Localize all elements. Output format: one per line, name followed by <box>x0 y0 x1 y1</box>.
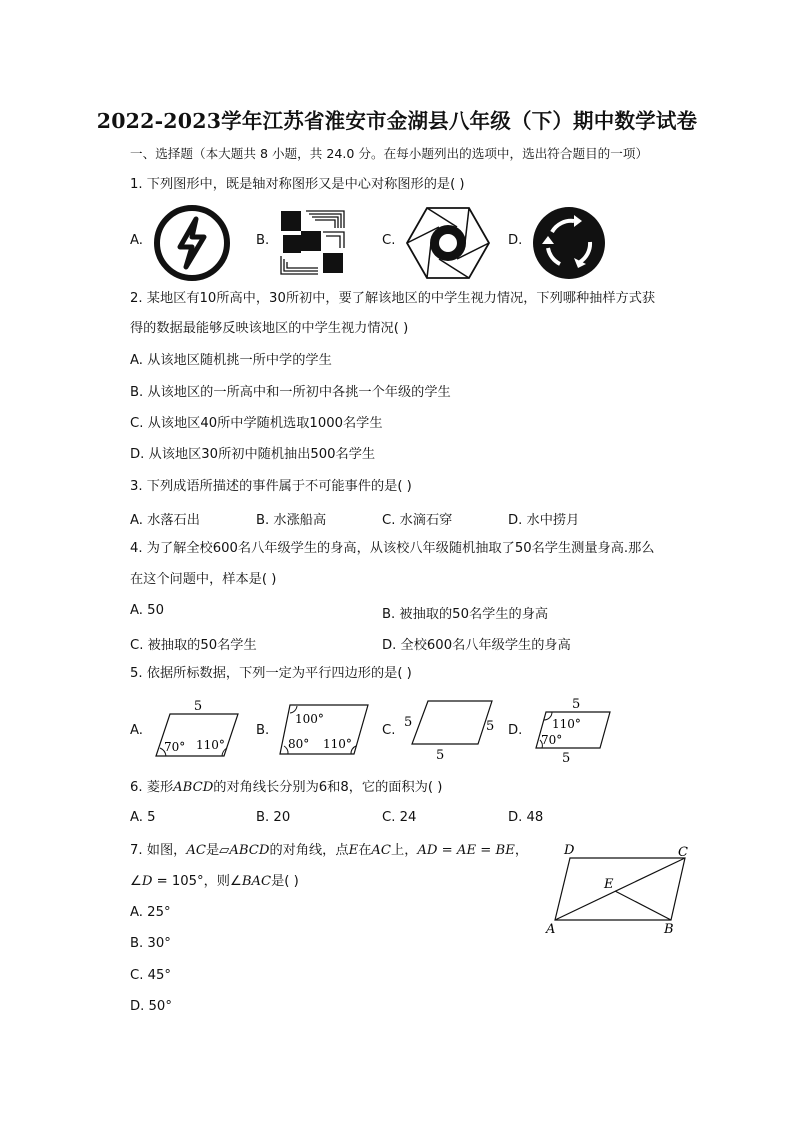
q5-stem: 5. 依据所标数据，下列一定为平行四边形的是( ) <box>130 666 412 681</box>
q1-label-c: C. <box>382 233 396 248</box>
q7-option-a: A. 25° <box>130 905 171 920</box>
q6-stem-post: 的对角线长分别为6和8，它的面积为( ) <box>213 780 443 795</box>
q1-stem: 1. 下列图形中，既是轴对称图形又是中心对称图形的是( ) <box>130 177 465 192</box>
q7-stem-end: 是( ) <box>271 874 299 889</box>
q5a-top-length: 5 <box>193 699 203 714</box>
q7-var-ac: AC <box>186 843 206 858</box>
q5-figure-c <box>402 696 498 762</box>
q5d-left-angle: 70° <box>541 733 563 747</box>
q7-point-d: D <box>564 843 575 858</box>
q5-label-d: D. <box>508 723 523 738</box>
q4-stem-line1: 4. 为了解全校600名八年级学生的身高，从该校八年级随机抽取了50名学生测量身高.那么 <box>130 541 655 556</box>
q1-label-a: A. <box>130 233 143 248</box>
q5b-left-angle: 80° <box>288 737 310 751</box>
q3-option-b: B. 水涨船高 <box>256 513 327 528</box>
q7-text-2: 是▱ <box>205 843 230 858</box>
q6-option-a: A. 5 <box>130 810 156 825</box>
q5b-right-angle: 110° <box>323 737 352 751</box>
q3-option-a: A. 水落石出 <box>130 513 200 528</box>
q7-var-e: E <box>348 843 359 858</box>
q7-var-bac: BAC <box>241 874 272 889</box>
q2-stem-line2: 得的数据最能够反映该地区的中学生视力情况( ) <box>130 321 409 336</box>
q2-option-a: A. 从该地区随机挑一所中学的学生 <box>130 353 332 368</box>
q7-equation: AD = AE = BE <box>417 843 515 858</box>
q1-figure-a <box>152 203 232 283</box>
q5-figure-b <box>276 700 372 758</box>
q6-option-b: B. 20 <box>256 810 291 825</box>
q7-var-d: D <box>141 874 153 889</box>
q5d-top-angle: 110° <box>552 717 581 731</box>
q5-figure-d <box>530 696 614 764</box>
q7-point-b: B <box>664 922 674 937</box>
q7-text-1: 7. 如图， <box>130 843 187 858</box>
section-heading: 一、选择题（本大题共 8 小题，共 24.0 分。在每小题列出的选项中，选出符合题目的一项） <box>130 146 649 161</box>
q5-label-a: A. <box>130 723 143 738</box>
q2-option-b: B. 从该地区的一所高中和一所初中各挑一个年级的学生 <box>130 385 451 400</box>
q7-stem-line2 <box>130 873 299 891</box>
q2-option-d: D. 从该地区30所初中随机抽出500名学生 <box>130 447 376 462</box>
q7-var-ac-2: AC <box>371 843 392 858</box>
q7-point-e: E <box>604 877 614 892</box>
q3-option-c: C. 水滴石穿 <box>382 513 453 528</box>
q7-angle-value: = 105°，则∠ <box>152 874 242 889</box>
q5c-bottom-length: 5 <box>436 748 445 762</box>
q5c-left-length: 5 <box>404 715 413 730</box>
q7-figure <box>540 840 700 940</box>
q5-label-b: B. <box>256 723 270 738</box>
q3-stem: 3. 下列成语所描述的事件属于不可能事件的是( ) <box>130 479 412 494</box>
q3-option-d: D. 水中捞月 <box>508 513 580 528</box>
q1-label-d: D. <box>508 233 523 248</box>
q1-figure-d <box>532 206 606 280</box>
q5-label-c: C. <box>382 723 396 738</box>
q7-angle-sign: ∠ <box>130 874 142 889</box>
q7-option-c: C. 45° <box>130 968 171 983</box>
q5-figure-a <box>150 696 242 762</box>
q7-option-d: D. 50° <box>130 999 172 1014</box>
q4-option-b: B. 被抽取的50名学生的身高 <box>382 607 549 622</box>
q7-text-5: 上， <box>391 843 418 858</box>
q6-stem <box>130 779 442 797</box>
q2-stem-line1: 2. 某地区有10所高中，30所初中，要了解该地区的中学生视力情况，下列哪种抽样方式获 <box>130 291 656 306</box>
q5b-top-angle: 100° <box>295 712 324 726</box>
q7-point-c: C <box>678 845 688 860</box>
q4-option-d: D. 全校600名八年级学生的身高 <box>382 638 571 653</box>
q7-stem-line1 <box>130 842 528 860</box>
q4-option-c: C. 被抽取的50名学生 <box>130 638 257 653</box>
q2-option-c: C. 从该地区40所中学随机选取1000名学生 <box>130 416 383 431</box>
q6-option-d: D. 48 <box>508 810 544 825</box>
q5c-right-length: 5 <box>486 719 495 734</box>
q5d-bottom-length: 5 <box>562 751 571 764</box>
q4-stem-line2: 在这个问题中，样本是( ) <box>130 572 277 587</box>
page-title: 2022-2023学年江苏省淮安市金湖县八年级（下）期中数学试卷 <box>96 109 698 133</box>
q1-figure-c <box>405 205 491 281</box>
q6-stem-pre: 6. 菱形 <box>130 780 174 795</box>
q5a-left-angle: 70° <box>164 740 186 754</box>
q1-label-b: B. <box>256 233 270 248</box>
q7-text-4: 在 <box>358 843 372 858</box>
q4-option-a: A. 50 <box>130 603 164 618</box>
q5d-top-length: 5 <box>572 697 581 712</box>
q7-text-3: 的对角线，点 <box>269 843 349 858</box>
q1-figure-b <box>278 208 348 278</box>
q7-var-abcd: ABCD <box>229 843 270 858</box>
q5a-right-angle: 110° <box>196 738 225 752</box>
q7-option-b: B. 30° <box>130 936 171 951</box>
q7-point-a: A <box>546 922 556 937</box>
q7-text-6: ， <box>514 843 529 858</box>
q6-option-c: C. 24 <box>382 810 417 825</box>
q6-stem-var: ABCD <box>173 780 214 795</box>
